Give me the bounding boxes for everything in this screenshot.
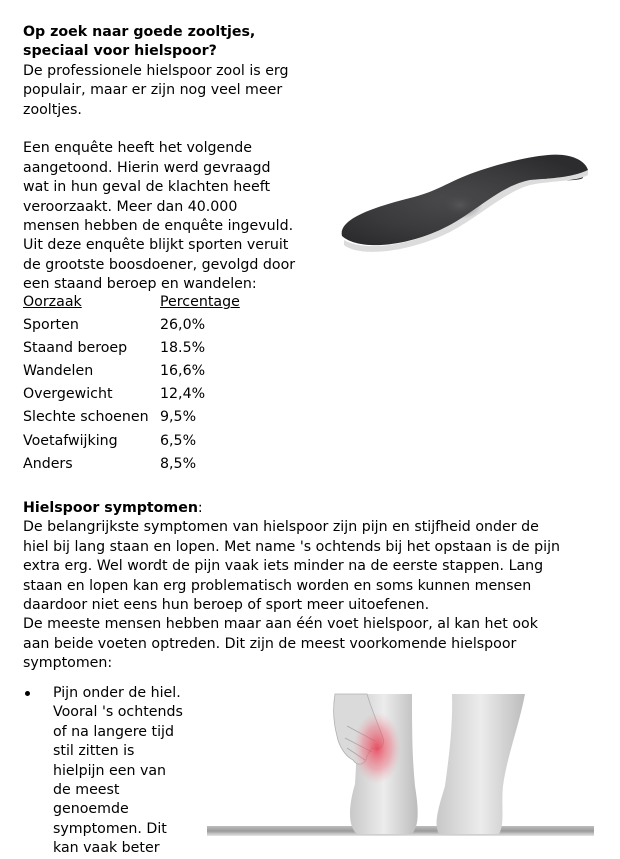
text-line: Vooral 's ochtends xyxy=(53,704,183,721)
symptoms-heading: Hielspoor symptomen xyxy=(23,500,198,516)
cause-cell: Voetafwijking xyxy=(23,432,118,449)
text-line: hiel bij lang staan en lopen. Met name 's ochtends bij het opstaan is de pijn xyxy=(23,538,561,555)
table-row xyxy=(23,408,240,431)
heading-colon: : xyxy=(197,500,203,516)
text-line: De professionele hielspoor zool is erg xyxy=(23,62,289,79)
text-line: De meeste mensen hebben maar aan één voet hielspoor, al kan het ook xyxy=(23,616,538,633)
header-oorzaak: Oorzaak xyxy=(23,294,82,310)
heel-pain-illustration xyxy=(207,686,594,846)
cause-percentage-table xyxy=(23,293,240,478)
text-line: stil zitten is xyxy=(53,743,135,760)
text-line: genoemde xyxy=(53,801,129,818)
intro-section xyxy=(23,23,323,295)
symptom-bullet-list xyxy=(23,684,198,859)
cause-cell: Sporten xyxy=(23,317,79,334)
text-line: mensen hebben de enquête ingevuld. xyxy=(23,218,294,235)
header-percentage: Percentage xyxy=(160,294,240,310)
symptoms-heading-line xyxy=(23,499,603,518)
percentage-cell: 6,5% xyxy=(160,432,197,449)
text-line: aan beide voeten optreden. Dit zijn de meest voorkomende hielspoor xyxy=(23,635,517,652)
table-header-row xyxy=(23,293,240,316)
text-line: hielpijn een van xyxy=(53,762,167,779)
text-line: kan vaak beter xyxy=(53,840,160,857)
percentage-cell: 18.5% xyxy=(160,340,206,357)
cause-cell: Slechte schoenen xyxy=(23,409,149,426)
cause-cell: Overgewicht xyxy=(23,386,113,403)
bullet-icon xyxy=(25,691,30,696)
intro-title-line-2: speciaal voor hielspoor? xyxy=(23,43,217,60)
text-line: de meest xyxy=(53,782,120,799)
text-line: symptomen. Dit xyxy=(53,820,167,837)
intro-paragraph-2 xyxy=(23,139,323,294)
insole-image xyxy=(330,60,600,260)
text-line: daardoor niet eens hun beroep of sport meer uitoefenen. xyxy=(23,597,430,614)
table-row xyxy=(23,432,240,455)
text-line: wat in hun geval de klachten heeft xyxy=(23,179,271,196)
table-row xyxy=(23,339,240,362)
table-row xyxy=(23,362,240,385)
intro-title-line-1: Op zoek naar goede zooltjes, xyxy=(23,24,256,40)
table-row xyxy=(23,455,240,478)
text-line: of na langere tijd xyxy=(53,723,174,740)
text-line: staan en lopen kan erg problematisch worden en soms kunnen mensen xyxy=(23,577,532,594)
percentage-cell: 8,5% xyxy=(160,455,197,472)
table-row xyxy=(23,385,240,408)
symptoms-section xyxy=(23,499,603,674)
percentage-cell: 26,0% xyxy=(160,317,206,334)
percentage-cell: 12,4% xyxy=(160,386,206,403)
percentage-cell: 16,6% xyxy=(160,363,206,380)
text-line: Een enquête heeft het volgende xyxy=(23,140,252,157)
list-item xyxy=(23,684,198,859)
cause-cell: Anders xyxy=(23,455,73,472)
text-line: populair, maar er zijn nog veel meer xyxy=(23,82,283,99)
cause-cell: Staand beroep xyxy=(23,340,128,357)
text-line: de grootste boosdoener, gevolgd door xyxy=(23,256,296,273)
text-line: aangetoond. Hierin werd gevraagd xyxy=(23,159,271,176)
text-line: zooltjes. xyxy=(23,101,82,118)
percentage-cell: 9,5% xyxy=(160,409,197,426)
text-line: extra erg. Wel wordt de pijn vaak iets minder na de eerste stappen. Lang xyxy=(23,558,544,575)
cause-cell: Wandelen xyxy=(23,363,94,380)
insole-illustration xyxy=(330,60,600,260)
text-line: een staand beroep en wandelen: xyxy=(23,276,257,293)
text-line: veroorzaakt. Meer dan 40.000 xyxy=(23,198,238,215)
intro-paragraph-1 xyxy=(23,62,323,120)
heel-pain-image xyxy=(207,686,594,846)
table-row xyxy=(23,316,240,339)
text-line: Uit deze enquête blijkt sporten veruit xyxy=(23,237,289,254)
text-line: Pijn onder de hiel. xyxy=(53,685,181,701)
text-line: symptomen: xyxy=(23,655,113,672)
text-line: De belangrijkste symptomen van hielspoor zijn pijn en stijfheid onder de xyxy=(23,519,539,536)
paragraph-gap xyxy=(23,120,323,139)
